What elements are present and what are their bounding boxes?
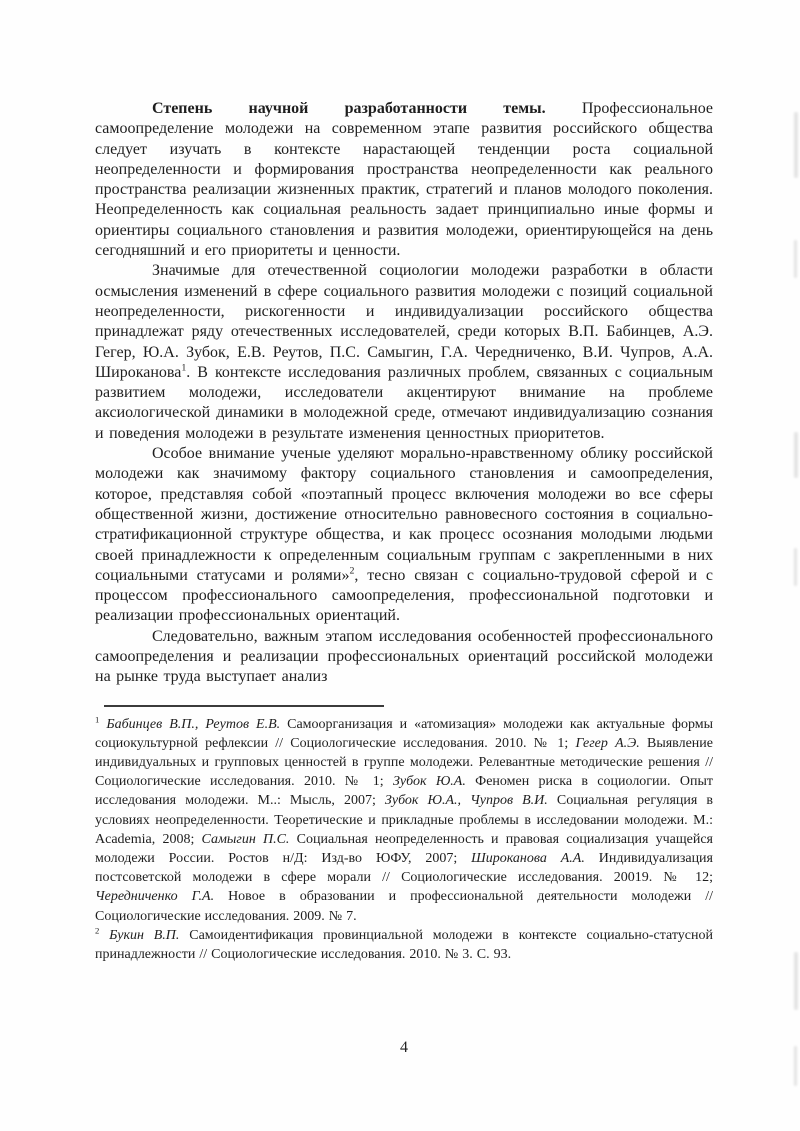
text-segment: Самоорганизация и «атомизация» молодежи как актуальные формы социокультурной рефлексии // Социологические исследования. 2010. № 1;: [95, 716, 713, 751]
footnotes: [95, 715, 713, 965]
footnote-1: [95, 715, 713, 926]
text-segment: Букин В.П.: [99, 927, 180, 943]
text-segment: Особое внимание ученые уделяют морально-нравственному облику российской молодежи как значимому фактору социального становления и самоопределения, которое, представляя собой «поэтапный процесс включения молодежи во все сферы общественной жизни, достижение относительно равновесного состояния в социально-стратификационной структуре общества, и как процесс осознания молодыми людьми своей принадлежности к определенным социальным группам с закрепленными в них социальными статусами и ролями»: [95, 445, 713, 584]
text-segment: Следовательно, важным этапом исследования особенностей профессионального самоопределения и реализации профессиональных ориентаций российской молодежи на рынке труда выступает анализ: [95, 627, 713, 686]
body-paragraph-1: [95, 99, 713, 261]
footnote-marker: 1: [95, 713, 100, 724]
text-segment: Новое в образовании и профессиональной деятельности молодежи // Социологические исследования. 2009. № 7.: [95, 889, 713, 924]
scan-artifact: [794, 1046, 797, 1086]
scan-artifact: [794, 548, 797, 586]
text-segment: Социальная неопределенность и правовая социализация учащейся молодежи России. Ростов н/Д: Изд-во ЮФУ, 2007;: [95, 831, 713, 867]
text-segment: Зубок Ю.А., Чупров В.И.: [384, 793, 548, 809]
scan-artifact: [794, 240, 797, 278]
scan-artifact: [794, 432, 798, 478]
text-segment: , тесно связан с социально-трудовой сферой и с процессом профессионального самоопределения, профессиональной подготовки и реализации профессиональных ориентаций.: [95, 566, 714, 625]
scan-artifact: [794, 952, 798, 1010]
footnote-2: [95, 926, 713, 964]
text-segment: Гегер А.Э.: [575, 735, 640, 751]
footnote-marker: 2: [95, 925, 100, 936]
text-segment: Социальная регуляция в условиях неопределенности. Теоретические и прикладные проблемы в исследовании молодежи. М.: Academia, 2008;: [95, 793, 713, 847]
text-segment: Самоидентификация провинциальной молодежи в контексте социально-статусной принадлежности // Социологические исследования. 2010. № 3. С. 93.: [95, 927, 713, 963]
text-segment: Степень научной разработанности темы.: [152, 100, 546, 117]
text-segment: Профессиональное самоопределение молодежи на современном этапе развития российского общества следует изучать в контексте нарастающей тенденции роста социальной неопределенности и формирования пространства неопределенности как реального пространства реализации жизненных практик, стратегий и планов молодого поколения. Неопределенность как социальная реальность задает принципиально иные формы и ориентиры социального становления и развития молодежи, ориентирующейся на день сегодняшний и его приоритеты и ценности.: [95, 100, 714, 260]
footnote-separator: [104, 705, 384, 707]
page-number: 4: [400, 1039, 408, 1056]
body-text: [95, 99, 713, 688]
text-column: [95, 99, 713, 964]
body-paragraph-3: [95, 444, 713, 627]
text-segment: Индивидуализация постсоветской молодежи в сфере морали // Социологические исследования. 20019. № 12;: [95, 851, 713, 886]
footnote-marker: 2: [349, 565, 355, 577]
text-segment: Широканова А.А.: [471, 851, 585, 867]
text-segment: Бабинцев В.П., Реутов Е.В.: [99, 716, 281, 732]
text-segment: Самыгин П.С.: [201, 831, 290, 847]
text-segment: . В контексте исследования различных проблем, связанных с социальным развитием молодежи, исследователи акцентируют внимание на проблеме аксиологической динамики в молодежной среде, отмечают индивидуализацию сознания и поведения молодежи в результате изменения ценностных приоритетов.: [95, 363, 713, 442]
text-segment: Феномен риска в социологии. Опыт исследования молодежи. М..: Мысль, 2007;: [95, 774, 713, 809]
text-segment: Выявление индивидуальных и групповых ценностей в группе молодежи. Релевантные методические решения // Социологические исследования. 2010. № 1;: [95, 735, 714, 790]
body-paragraph-4: [95, 627, 713, 688]
text-segment: Зубок Ю.А.: [392, 774, 466, 790]
text-segment: Чередниченко Г.А.: [95, 889, 215, 905]
text-segment: Значимые для отечественной социологии молодежи разработки в области осмысления изменений в сфере социального развития молодежи с позиций социальной неопределенности, рискогенности и индивидуализации российского общества принадлежат ряду отечественных исследователей, среди которых В.П. Бабинцев, А.Э. Гегер, Ю.А. Зубок, Е.В. Реутов, П.С. Самыгин, Г.А. Чередниченко, В.И. Чупров, А.А. Широканова: [95, 262, 713, 381]
footnote-marker: 1: [181, 362, 187, 374]
body-paragraph-2: [95, 261, 713, 444]
scan-artifact: [794, 112, 798, 178]
